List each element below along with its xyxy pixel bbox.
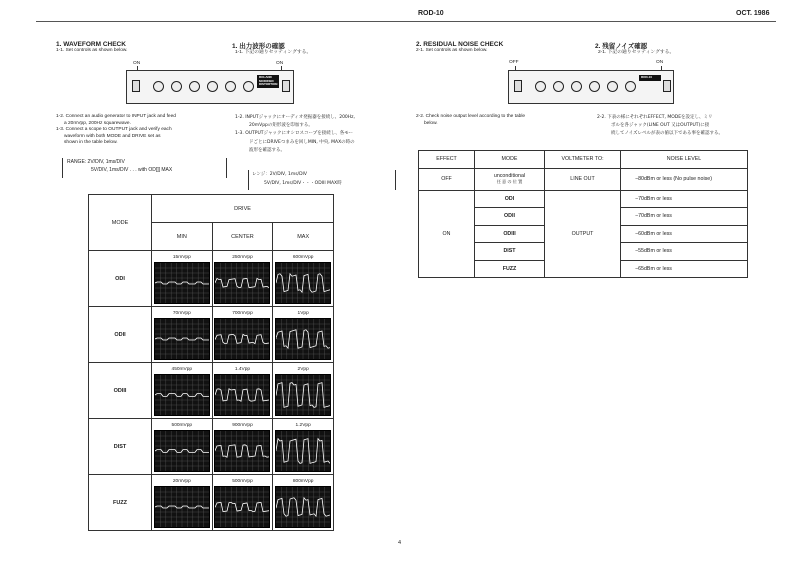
noise-level-cell: −55dBm or less (621, 243, 748, 261)
waveform-step2 (56, 114, 176, 147)
output-on-label-right: ON (656, 60, 664, 65)
waveform-step1: 1-1. Set controls as shown below. (56, 48, 128, 53)
noise-level-off: −80dBm or less (No pulse noise) (621, 168, 748, 190)
mode-text: unconditional (493, 173, 526, 179)
oscilloscope-trace (154, 318, 210, 360)
step-line: 1-2. INPUTジャックにオーディオ発振器を接続し、200Hz, (235, 115, 355, 120)
waveform-table (88, 194, 334, 531)
amplitude-caption: 1.2Vpp (295, 422, 311, 428)
amplitude-caption: 900mVpp (232, 422, 253, 428)
noise-table (418, 150, 748, 278)
meter-line-out: LINE OUT (545, 168, 621, 190)
waveform-cell (273, 251, 334, 307)
meter-output: OUTPUT (545, 190, 621, 278)
output-on-label: ON (276, 61, 284, 66)
amplitude-caption: 600mVpp (292, 254, 314, 260)
power-switch (514, 80, 522, 92)
oscilloscope-trace (154, 486, 210, 528)
waveform-cell (152, 307, 213, 363)
amplitude-caption: 70mVpp (172, 310, 191, 316)
noise-step1-jp: 2-1. 下記の通りセッティングする。 (598, 50, 675, 55)
step-line: 1-3. OUTPUTジャックにオシロスコープを接続し、各モー (235, 131, 354, 137)
waveform-row (89, 419, 334, 475)
step-line: a 20mVpp, 200Hz squarewave. (64, 120, 131, 126)
waveform-cell (152, 419, 213, 475)
oscilloscope-trace (214, 486, 270, 528)
amplitude-caption: 500mVpp (171, 422, 193, 428)
waveform-cell (273, 307, 334, 363)
oscilloscope-trace (214, 318, 270, 360)
waveform-check-title: 1. WAVEFORM CHECK (56, 41, 126, 48)
col-min: MIN (152, 223, 213, 251)
step-line: 2-2. Check noise output level according to the table (416, 114, 526, 119)
panel-logo-right: ROD-10 (639, 75, 661, 81)
step-line: waveform with both MODE and DRIVE set as (64, 133, 161, 139)
noise-level-cell: −65dBm or less (621, 260, 748, 278)
noise-check-title: 2. RESIDUAL NOISE CHECK (416, 41, 504, 48)
waveform-cell (212, 307, 273, 363)
waveform-row (89, 475, 334, 531)
noise-level-header: NOISE LEVEL (621, 151, 748, 169)
amplitude-caption: 500mVpp (232, 478, 253, 484)
mode-cell: ODIII (475, 225, 545, 243)
step-line: 20mVppの矩形波を印加する。 (249, 123, 313, 129)
range-box-jp (248, 170, 396, 190)
knob (607, 81, 618, 92)
model-header: ROD-10 (418, 10, 444, 17)
amplitude-caption: 1.4Vpp (234, 366, 251, 372)
oscilloscope-trace (275, 262, 331, 304)
noise-step2 (416, 114, 525, 127)
amplitude-caption: 700mVpp (232, 310, 253, 316)
waveform-row (89, 363, 334, 419)
step-line: 1-3. Connect a scope to OUTPUT jack and verify each (56, 127, 172, 133)
noise-step2-jp (597, 114, 723, 139)
mode-cell: ODI (475, 190, 545, 208)
knob (207, 81, 218, 92)
knob (243, 81, 254, 92)
range-line: RANGE: 2V/DIV, 1ms/DIV (67, 159, 125, 165)
mode-unconditional (475, 168, 545, 190)
front-panel-diagram (126, 70, 294, 104)
noise-check-title-jp: 2. 残留ノイズ確認 (595, 43, 648, 50)
voltmeter-header: VOLTMETER TO: (545, 151, 621, 169)
step-line: below. (424, 120, 438, 126)
oscilloscope-trace (275, 486, 331, 528)
mode-cell: ODII (89, 307, 152, 363)
power-switch (132, 80, 140, 92)
front-panel-diagram-right (508, 70, 674, 104)
step-line: 1-2. Connect an audio generator to INPUT jack and feed (56, 114, 176, 119)
step-line: ボルを各ジャック(LINE OUT 又はOUTPUT)に接 (611, 123, 710, 129)
oscilloscope-trace (275, 374, 331, 416)
waveform-row (89, 307, 334, 363)
drive-header: DRIVE (152, 195, 334, 223)
mode-header: MODE (475, 151, 545, 169)
effect-header: EFFECT (419, 151, 475, 169)
knob (589, 81, 600, 92)
waveform-cell (273, 419, 334, 475)
step-line: 波形を確認する。 (249, 147, 285, 153)
oscilloscope-trace (214, 374, 270, 416)
effect-off: OFF (419, 168, 475, 190)
oscilloscope-trace (154, 262, 210, 304)
mode-header: MODE (89, 195, 152, 251)
waveform-cell (212, 419, 273, 475)
output-switch (663, 80, 671, 92)
noise-level-cell: −70dBm or less (621, 190, 748, 208)
waveform-cell (212, 251, 273, 307)
output-switch (282, 80, 290, 92)
oscilloscope-trace (154, 374, 210, 416)
mode-cell: ODIII (89, 363, 152, 419)
step-line: 続してノイズレベルが表の値以下である事を確認する。 (611, 131, 724, 137)
mode-cell: FUZZ (475, 260, 545, 278)
mode-cell: DIST (89, 419, 152, 475)
page-number: 4 (398, 540, 402, 546)
power-off-label: OFF (509, 60, 519, 65)
mode-text-jp: 任 意 の 位 置 (496, 179, 523, 184)
noise-row (419, 190, 748, 208)
knob (625, 81, 636, 92)
amplitude-caption: 15mVpp (172, 254, 191, 260)
waveform-check-title-jp: 1. 出力波形の確認 (232, 43, 285, 50)
range-box (62, 158, 227, 178)
oscilloscope-trace (275, 318, 331, 360)
waveform-steps-jp (235, 114, 355, 155)
amplitude-caption: 450mVpp (171, 366, 193, 372)
waveform-cell (273, 475, 334, 531)
knob (535, 81, 546, 92)
effect-on: ON (419, 190, 475, 278)
knob (189, 81, 200, 92)
col-max: MAX (273, 223, 334, 251)
col-center: CENTER (212, 223, 273, 251)
mode-cell: DIST (475, 243, 545, 261)
mode-cell: FUZZ (89, 475, 152, 531)
amplitude-caption: 2Vpp (297, 366, 309, 372)
knob (225, 81, 236, 92)
waveform-cell (152, 363, 213, 419)
knob (571, 81, 582, 92)
noise-level-cell: −70dBm or less (621, 208, 748, 226)
waveform-cell (152, 251, 213, 307)
waveform-row (89, 251, 334, 307)
mode-cell: ODI (89, 251, 152, 307)
waveform-cell (273, 363, 334, 419)
date-header: OCT. 1986 (736, 10, 770, 17)
noise-step1: 2-1. Set controls as shown below. (416, 48, 488, 53)
step-line: 2-2. 下表の様にそれぞれEFFECT, MODEを設定し、ミリ (597, 115, 713, 120)
amplitude-caption: 20mVpp (172, 478, 191, 484)
range-line: レンジ：2V/DIV, 1ms/DIV (252, 172, 307, 177)
waveform-cell (212, 363, 273, 419)
power-on-label: ON (133, 61, 141, 66)
knob (153, 81, 164, 92)
noise-level-cell: −60dBm or less (621, 225, 748, 243)
step-line: shown in the table below. (64, 140, 118, 146)
mode-cell: ODII (475, 208, 545, 226)
oscilloscope-trace (154, 430, 210, 472)
waveform-step1-jp: 1-1. 下記の通りセッティングする。 (235, 50, 312, 55)
knob (553, 81, 564, 92)
amplitude-caption: 800mVpp (292, 478, 314, 484)
oscilloscope-trace (214, 262, 270, 304)
range-line: 5V/DIV, 1ms/DIV・・・ODIII MAX時 (264, 181, 342, 186)
knob (171, 81, 182, 92)
waveform-cell (212, 475, 273, 531)
oscilloscope-trace (275, 430, 331, 472)
waveform-cell (152, 475, 213, 531)
panel-logo: ROLAND MODIFIED DISTORTION (259, 75, 278, 87)
amplitude-caption: 1Vpp (297, 310, 309, 316)
amplitude-caption: 250mVpp (232, 254, 253, 260)
step-line: ドごとにDRIVEつまみを回しMIN, 中央, MAXの時の (249, 139, 355, 145)
range-line: 5V/DIV, 1ms/DIV . . . with OD[]] MAX (91, 167, 173, 173)
header-rule (36, 21, 776, 22)
oscilloscope-trace (214, 430, 270, 472)
